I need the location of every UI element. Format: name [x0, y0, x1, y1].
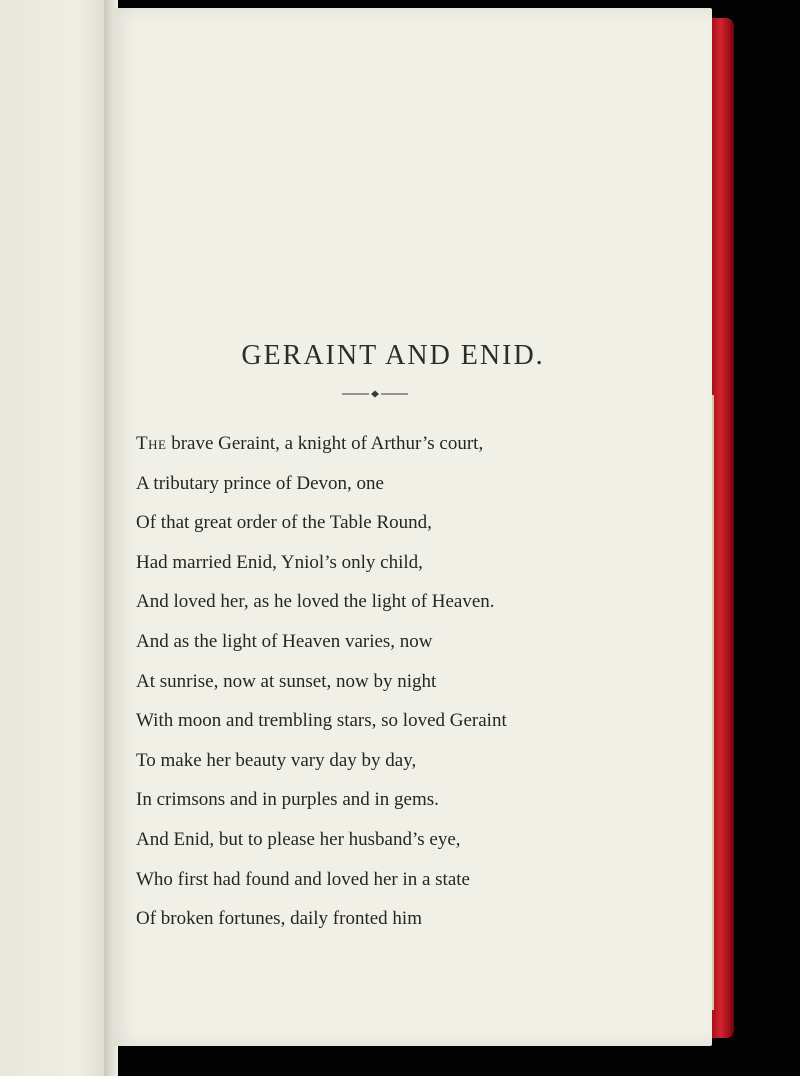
- poem-line: And as the light of Heaven varies, now: [136, 630, 433, 652]
- poem-line: And Enid, but to please her husband’s eye,: [136, 828, 461, 850]
- poem-lead-word: The: [136, 433, 167, 454]
- poem-line-text: brave Geraint, a knight of Arthur’s court,: [166, 433, 484, 454]
- poem-line: Had married Enid, Yniol’s only child,: [136, 551, 423, 573]
- poem-line: To make her beauty vary day by day,: [136, 749, 417, 771]
- left-page: [0, 0, 110, 1076]
- poem-line: [136, 424, 676, 464]
- poem-line: With moon and trembling stars, so loved Geraint: [136, 710, 507, 732]
- poem-line: In crimsons and in purples and in gems.: [136, 789, 439, 811]
- poem-line: And loved her, as he loved the light of Heaven.: [136, 591, 495, 613]
- poem-line: At sunrise, now at sunset, now by night: [136, 670, 437, 692]
- poem-line: Who first had found and loved her in a state: [136, 868, 470, 890]
- right-page: [112, 8, 712, 1046]
- poem-line: Of broken fortunes, daily fronted him: [136, 908, 422, 930]
- title-ornament: [342, 388, 408, 400]
- poem-title: GERAINT AND ENID.: [241, 340, 545, 371]
- poem-line: A tributary prince of Devon, one: [136, 472, 384, 494]
- poem-text: [136, 424, 676, 939]
- poem-line: Of that great order of the Table Round,: [136, 512, 432, 534]
